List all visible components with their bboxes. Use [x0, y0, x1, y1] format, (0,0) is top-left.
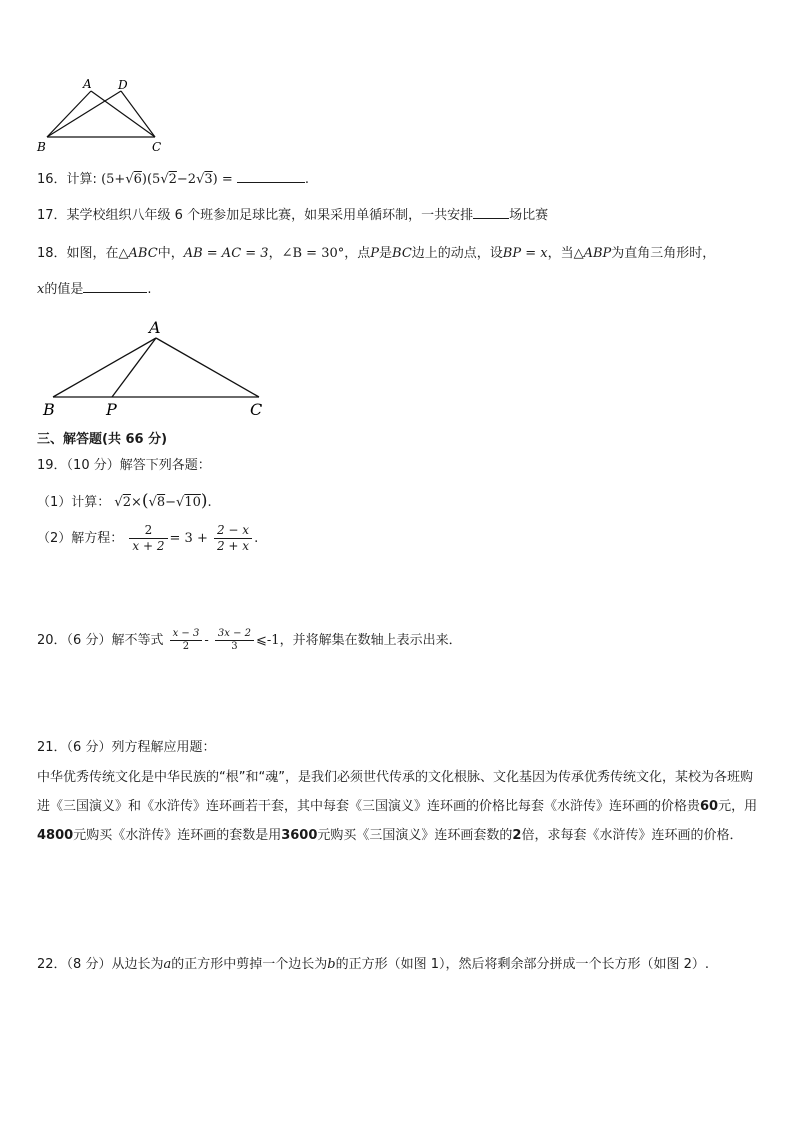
segment-ab	[53, 338, 156, 397]
label-b: B	[43, 400, 55, 419]
q19-fraction-1: $\frac{2}{x + 2}$	[129, 523, 167, 554]
q16-number: 16．	[37, 172, 67, 187]
question-21-body: 中华优秀传统文化是中华民族的“根”和“魂”，是我们必须世代传承的文化根脉、文化基因为传承优秀传统文化，某校为各班购进《三国演义》和《水浒传》连环画若干套，其中每套《三国演义》连环画的价格比每套《水浒传》连环画的价格贵60元，用4800元购买《水浒传》连环画的套数是用3600元购买《三国演义》连环画套数的2倍，求每套《水浒传》连环画的价格．	[37, 770, 758, 843]
label-c: C	[250, 400, 263, 419]
q16-expression: (5+√6)(5√2−2√3) =	[101, 172, 233, 187]
label-a: A	[83, 77, 92, 91]
q16-label: 计算:	[66, 172, 97, 187]
figure-triangle-abp	[40, 318, 270, 420]
question-17	[37, 206, 548, 226]
question-19-part-2: （2）解方程： $\frac{2}{x + 2}$ = 3 + $\frac{2 - x}{2 + x}$ .	[37, 523, 259, 553]
q16-answer-blank[interactable]	[237, 170, 305, 183]
segment-ap	[112, 338, 156, 397]
label-a: A	[149, 318, 161, 337]
question-19-head: 19．（10 分）解答下列各题：	[37, 458, 211, 473]
question-18: 18．如图，在△ABC中，AB = AC = 3，∠B = 30°，点P是BC边上的动点，设BP = x，当△ABP为直角三角形时，	[37, 246, 716, 261]
q19-fraction-2: $\frac{2 - x}{2 + x}$	[214, 523, 252, 554]
q20-fraction-1: $\frac{x - 3}{2}$	[170, 628, 203, 653]
question-18-line2: x的值是 .	[37, 282, 152, 297]
figure-triangles-abc-dbc	[34, 76, 170, 154]
question-16: 16．计算: (5+√6)(5√2−2√3) = .	[37, 172, 310, 187]
segment-ac	[91, 91, 155, 137]
q20-fraction-2: $\frac{3x - 2}{3}$	[215, 628, 254, 653]
question-20: 20．（6 分）解不等式 $\frac{x - 3}{2}$ - $\frac{3x - 2}{3}$ ⩽-1，并将解集在数轴上表示出来．	[37, 628, 462, 652]
segment-ac	[156, 338, 259, 397]
label-d: D	[118, 78, 128, 92]
label-p: P	[106, 400, 117, 419]
question-19-part-1: （1）计算： √2×(√8−√10).	[37, 491, 212, 511]
question-22: 22．（8 分）从边长为a的正方形中剪掉一个边长为b的正方形（如图 1），然后将剩余部分拼成一个长方形（如图 2）.	[37, 957, 710, 972]
label-c: C	[152, 140, 162, 154]
segment-dc	[121, 91, 155, 137]
q17-answer-blank[interactable]	[473, 206, 509, 219]
q17-text: 17．某学校组织八年级 6 个班参加足球比赛，如果采用单循环制，一共安排	[37, 208, 474, 223]
question-21-head: 21．（6 分）列方程解应用题：	[37, 740, 216, 755]
q18-answer-blank[interactable]	[83, 280, 147, 293]
label-b: B	[37, 140, 46, 154]
section-3-title: 三、解答题(共 66 分)	[37, 432, 168, 447]
q17-tail: 场比赛	[509, 208, 549, 223]
